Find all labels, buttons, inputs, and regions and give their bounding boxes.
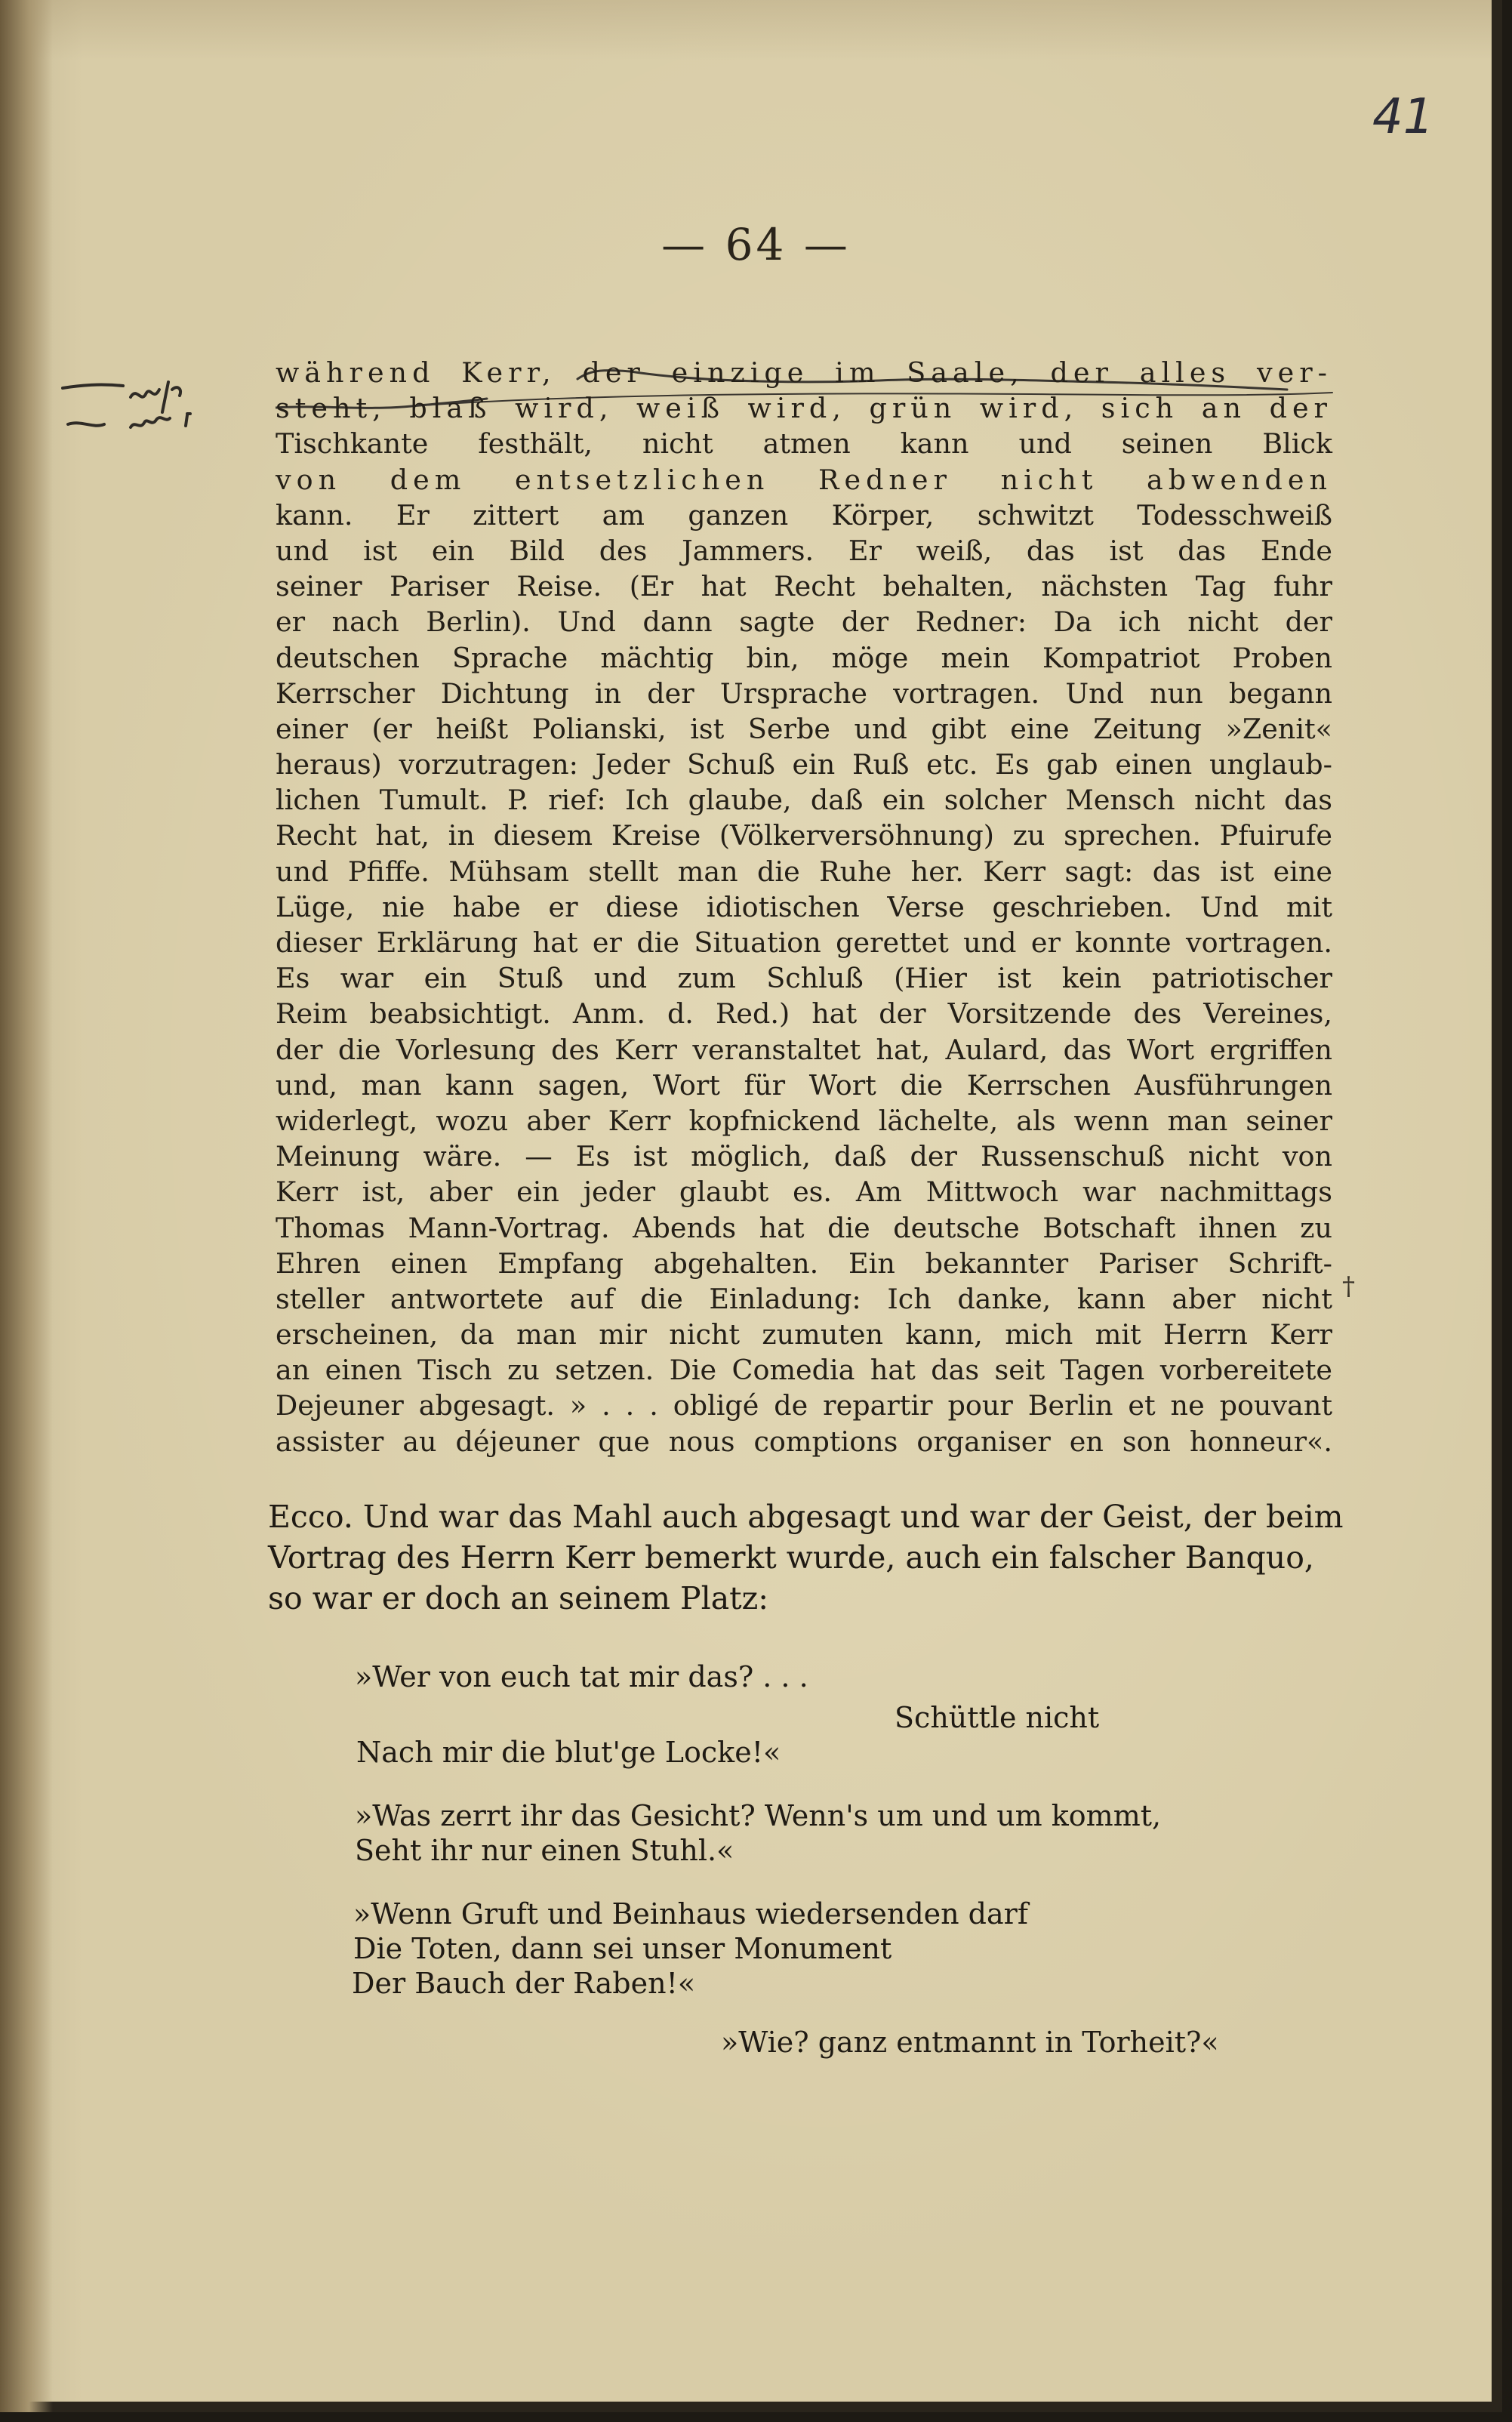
- text-line: Recht hat, in diesem Kreise (Völkerversöhnung) zu sprechen. Pfuirufe: [276, 819, 1332, 852]
- text-line: Kerrscher Dichtung in der Ursprache vortragen. Und nun begann: [276, 676, 1332, 710]
- text-line: Reim beabsichtigt. Anm. d. Red.) hat der Vorsitzende des Vereines,: [276, 997, 1332, 1031]
- verse-line: Schüttle nicht: [895, 1701, 1100, 1734]
- verse-line: Der Bauch der Raben!«: [352, 1967, 696, 2000]
- text-line: und ist ein Bild des Jammers. Er weiß, das ist das Ende: [276, 534, 1332, 567]
- verse-line: Die Toten, dann sei unser Monument: [353, 1932, 892, 1965]
- text-line: Thomas Mann-Vortrag. Abends hat die deutsche Botschaft ihnen zu: [276, 1211, 1332, 1244]
- ecco-paragraph: [268, 1496, 1344, 1619]
- text-line: widerlegt, wozu aber Kerr kopfnickend lächelte, als wenn man seiner: [276, 1104, 1332, 1137]
- text-line: Ehren einen Empfang abgehalten. Ein bekannter Pariser Schrift-: [276, 1246, 1332, 1280]
- margin-mark-icon: †: [1342, 1271, 1355, 1302]
- book-spine-shadow: [0, 0, 53, 2412]
- text-line: steht, blaß wird, weiß wird, grün wird, sich an der: [276, 392, 1332, 425]
- verse-line: Seht ihr nur einen Stuhl.«: [355, 1834, 734, 1867]
- text-line: Ecco. Und war das Mahl auch abgesagt und war der Geist, der beim: [268, 1499, 1344, 1535]
- text-line: Meinung wäre. — Es ist möglich, daß der Russenschuß nicht von: [276, 1140, 1332, 1173]
- text-line: heraus) vorzutragen: Jeder Schuß ein Ruß etc. Es gab einen unglaub-: [276, 748, 1332, 781]
- text-line: Kerr ist, aber ein jeder glaubt es. Am Mittwoch war nachmittags: [276, 1176, 1332, 1209]
- text-line: seiner Pariser Reise. (Er hat Recht behalten, nächsten Tag fuhr: [276, 570, 1332, 603]
- verse-line: Nach mir die blut'ge Locke!«: [356, 1736, 781, 1769]
- article-paragraph: [276, 355, 1332, 1459]
- text-line: assister au déjeuner que nous comptions organiser en son honneur«.: [276, 1425, 1332, 1458]
- text-line: Es war ein Stuß und zum Schluß (Hier ist kein patriotischer: [276, 962, 1332, 995]
- text-line: kann. Er zittert am ganzen Körper, schwitzt Todesschweiß: [276, 498, 1332, 532]
- text-line: Lüge, nie habe er diese idiotischen Verse geschrieben. Und mit: [276, 890, 1332, 923]
- verse-line: »Wer von euch tat mir das? . . .: [355, 1660, 808, 1693]
- margin-note-icon: [59, 367, 240, 450]
- verse-line: »Wie? ganz entmannt in Torheit?«: [721, 2026, 1219, 2059]
- text-line: Vortrag des Herrn Kerr bemerkt wurde, auch ein falscher Banquo,: [268, 1539, 1314, 1576]
- text-line: erscheinen, da man mir nicht zumuten kann, mich mit Herrn Kerr: [276, 1318, 1332, 1351]
- text-line: von dem entsetzlichen Redner nicht abwenden: [276, 463, 1332, 496]
- text-line: Tischkante festhält, nicht atmen kann und seinen Blick: [276, 427, 1332, 461]
- verse-line: »Wenn Gruft und Beinhaus wiedersenden darf: [353, 1897, 1028, 1931]
- page-number: — 64 —: [661, 219, 851, 270]
- handwritten-folio-number: 41: [1372, 89, 1434, 145]
- text-line: einer (er heißt Polianski, ist Serbe und gibt eine Zeitung »Zenit«: [276, 712, 1332, 745]
- text-line: der die Vorlesung des Kerr veranstaltet hat, Aulard, das Wort ergriffen: [276, 1033, 1332, 1066]
- text-line: steller antwortete auf die Einladung: Ich danke, kann aber nicht: [276, 1282, 1332, 1315]
- text-line: deutschen Sprache mächtig bin, möge mein Kompatriot Proben: [276, 641, 1332, 674]
- text-line: und Pfiffe. Mühsam stellt man die Ruhe her. Kerr sagt: das ist eine: [276, 855, 1332, 888]
- text-line: er nach Berlin). Und dann sagte der Redner: Da ich nicht der: [276, 606, 1332, 639]
- text-line: lichen Tumult. P. rief: Ich glaube, daß ein solcher Mensch nicht das: [276, 784, 1332, 817]
- text-line: dieser Erklärung hat er die Situation gerettet und er konnte vortragen.: [276, 926, 1332, 959]
- text-line: Dejeuner abgesagt. » . . . obligé de repartir pour Berlin et ne pouvant: [276, 1389, 1332, 1422]
- text-line: und, man kann sagen, Wort für Wort die Kerrschen Ausführungen: [276, 1068, 1332, 1102]
- text-line: an einen Tisch zu setzen. Die Comedia hat das seit Tagen vorbereitete: [276, 1354, 1332, 1387]
- text-line: während Kerr, der einzige im Saale, der alles ver-: [276, 356, 1332, 389]
- text-line: so war er doch an seinem Platz:: [268, 1580, 769, 1616]
- verse-line: »Was zerrt ihr das Gesicht? Wenn's um und um kommt,: [355, 1799, 1162, 1832]
